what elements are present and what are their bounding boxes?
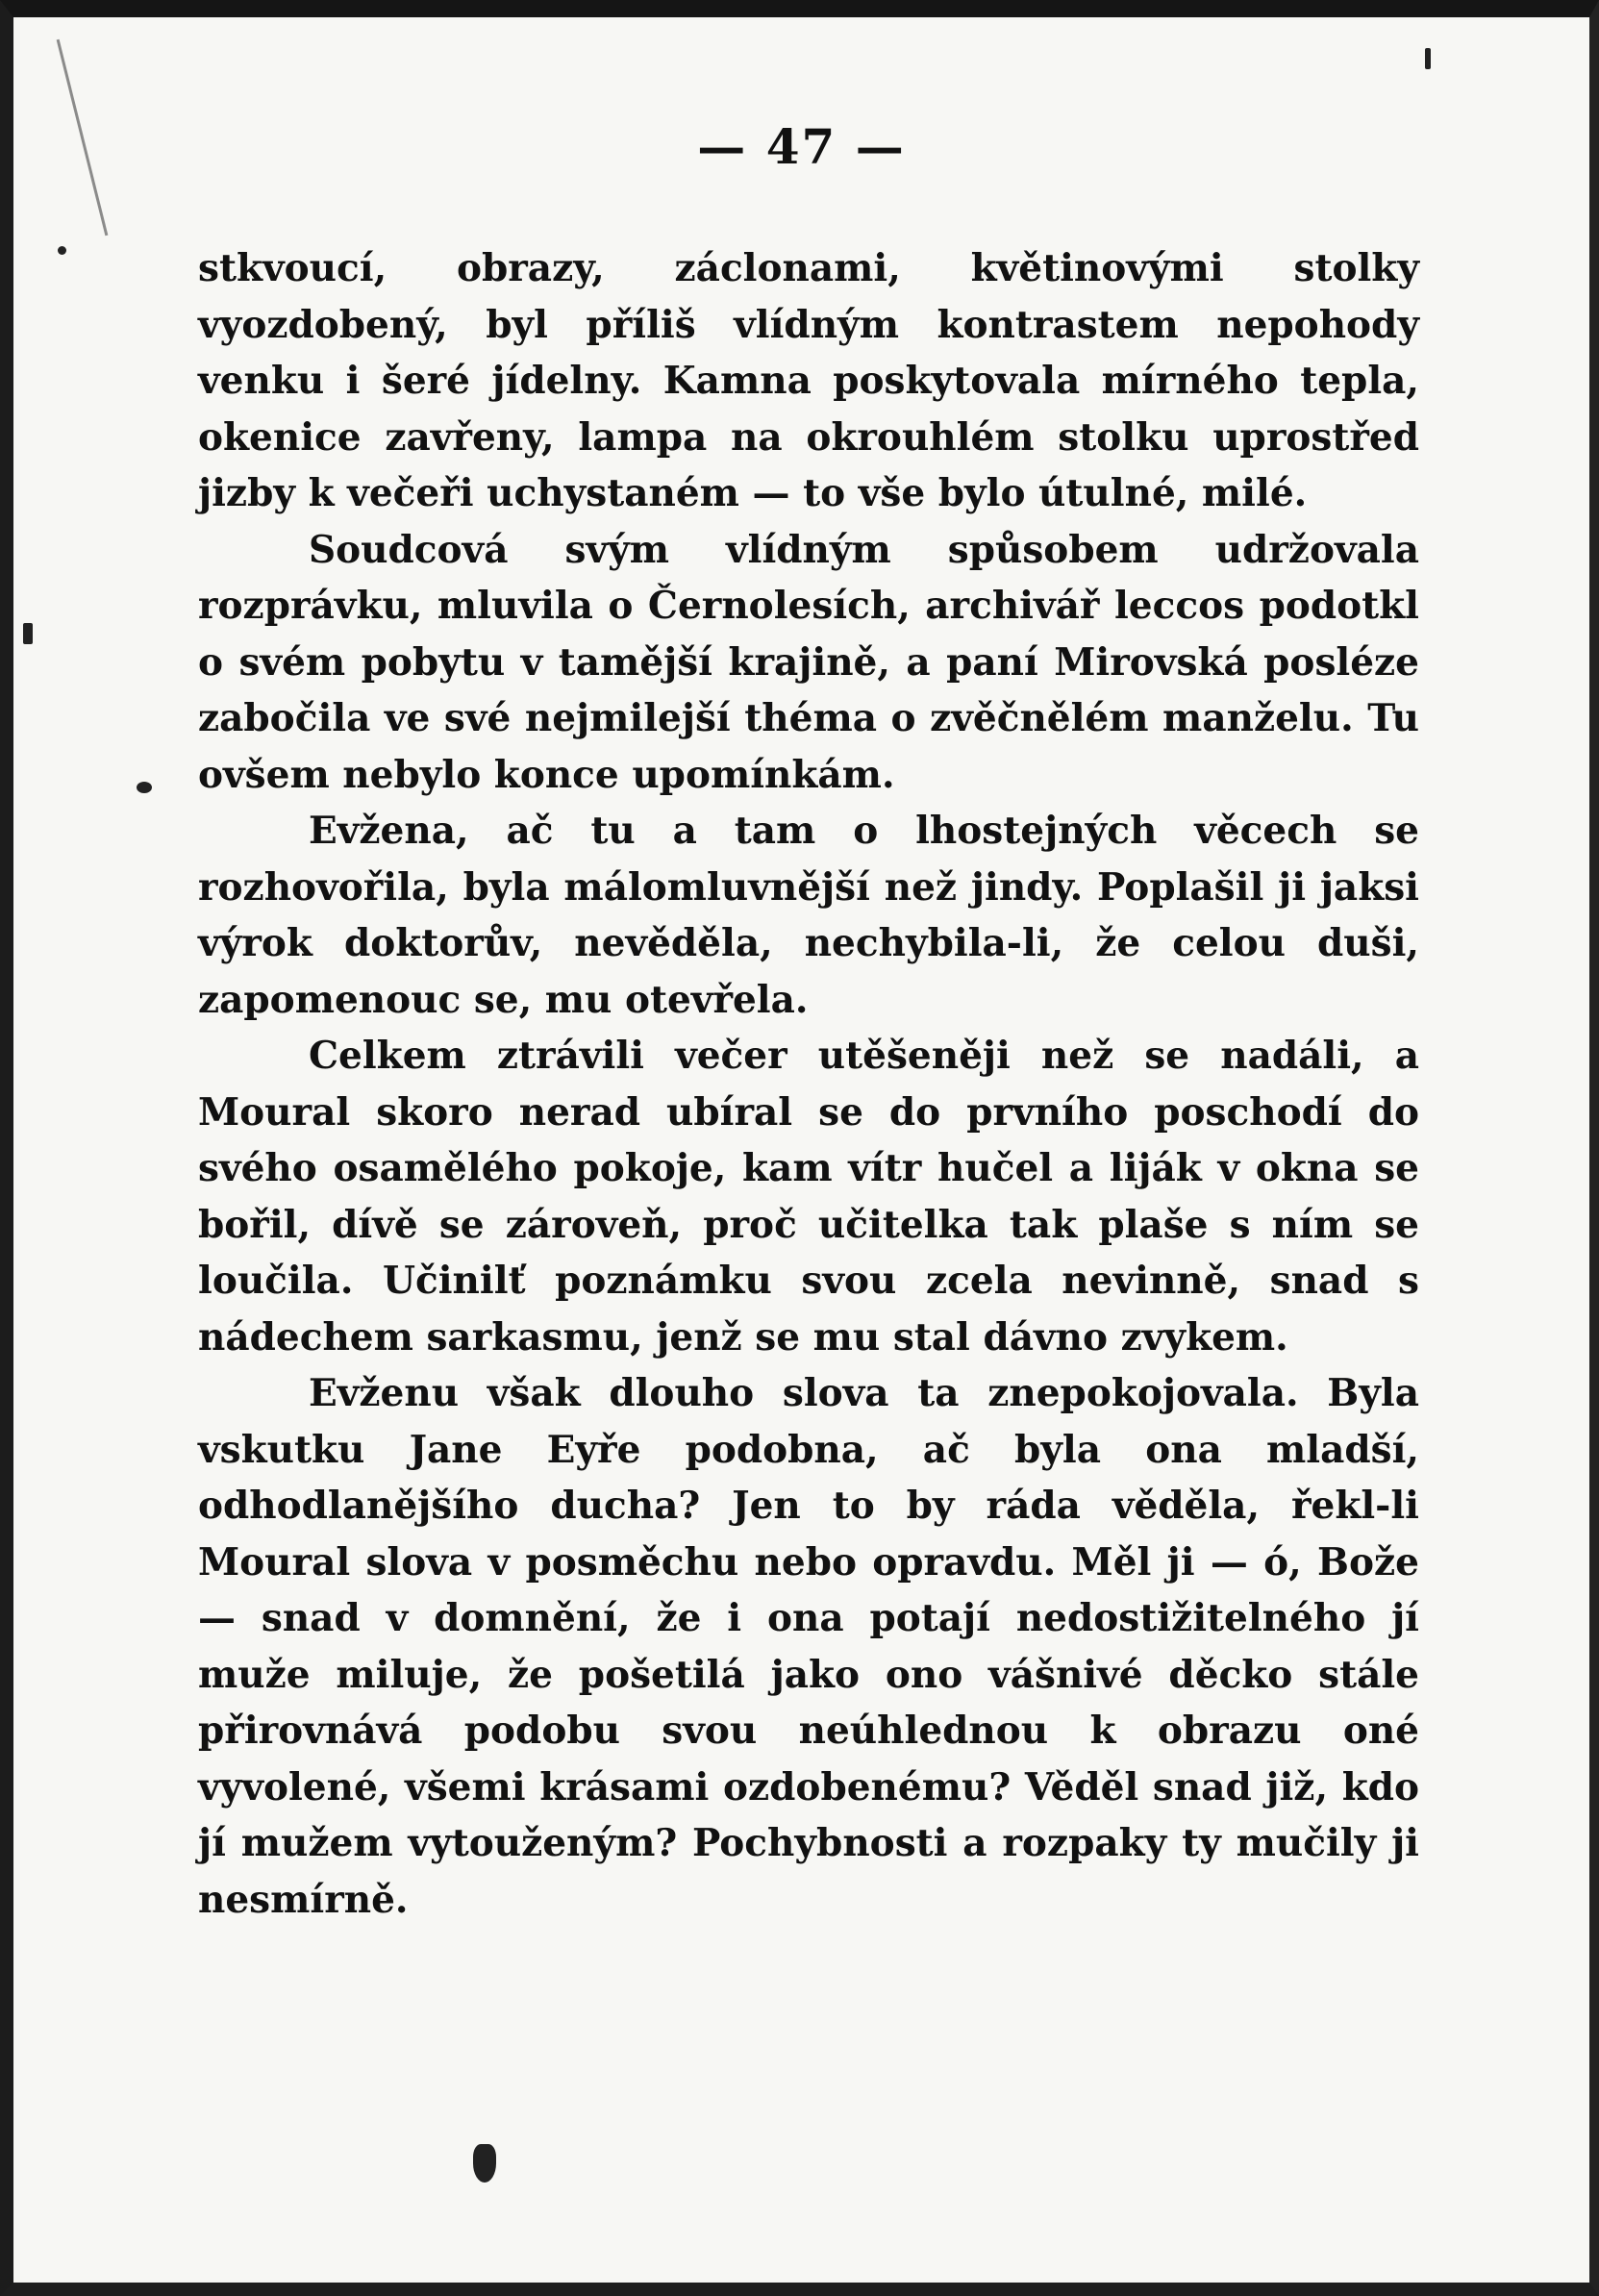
page-number: — 47 — [697,118,906,175]
paragraph-4: Celkem ztrávili večer utěšeněji než se nadáli, a Moural skoro nerad ubíral se do prvního poschodí do svého osamělého pokoje, kam vítr hučel a liják v okna se bořil, dívě se zároveň, proč učitelka tak plaše s ním se loučila. Učinilť poznámku svou zcela nevinně, snad s nádechem sarkasmu, jenž se mu stal dávno zvykem. [198,1034,1419,1360]
body-text [198,240,1419,1928]
paragraph-3: Evžena, ač tu a tam o lhostejných věcech se rozhovořila, byla málomluvnější než jindy. Poplašil ji jaksi výrok doktorův, nevěděla, nechybila-li, že celou duši, zapomenouc se, mu otevřela. [198,809,1419,1022]
scan-speck [58,246,66,255]
scan-speck [23,623,33,644]
scan-speck [1425,48,1431,69]
paragraph-2: Soudcová svým vlídným spůsobem udržovala rozprávku, mluvila o Černolesích, archivář leccos podotkl o svém pobytu v tamější krajině, a paní Mirovská posléze zabočila ve své nejmilejší théma o zvěčnělém manželu. Tu ovšem nebylo konce upomínkám. [198,527,1419,797]
scan-speck [473,2144,496,2183]
scan-speck [137,782,152,793]
paragraph-1: stkvoucí, obrazy, záclonami, květinovými stolky vyozdobený, byl příliš vlídným kontrastem nepohody venku i šeré jídelny. Kamna poskytovala mírného tepla, okenice zavřeny, lampa na okrouhlém stolku uprostřed jizby k večeři uchystaném — to vše bylo útulné, milé. [198,246,1419,515]
paragraph-5: Evženu však dlouho slova ta znepokojovala. Byla vskutku Jane Eyře podobna, ač byla ona mladší, odhodlanějšího ducha? Jen to by ráda věděla, řekl-li Moural slova v posměchu nebo opravdu. Měl ji — ó, Bože — snad v domnění, že i ona potají nedostižitelného jí muže miluje, že pošetilá jako ono vášnivé děcko stále přirovnává podobu svou neúhlednou k obrazu oné vyvolené, všemi krásami ozdobenému? Věděl snad již, kdo jí mužem vytouženým? Pochybnosti a rozpaky ty mučily ji nesmírně. [198,1371,1419,1922]
